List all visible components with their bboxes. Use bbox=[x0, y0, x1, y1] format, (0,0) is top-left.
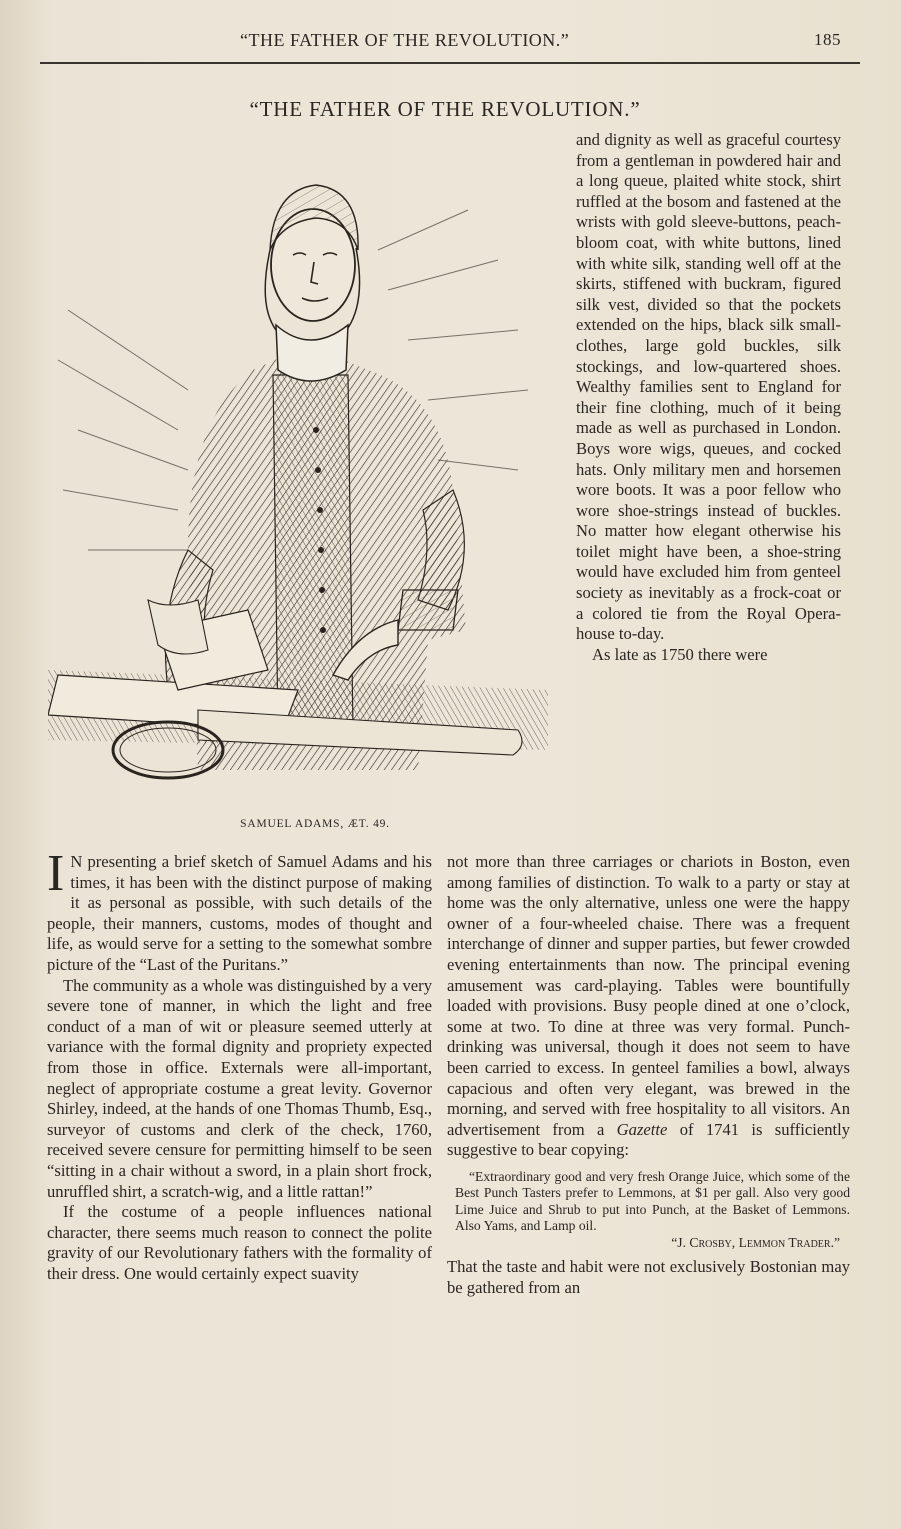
gazette-word: Gazette bbox=[616, 1119, 668, 1139]
paragraph-continuation: and dignity as well as graceful courtesy from a gentleman in powdered hair and a long queue, plaited white stock, shirt ruffled at the bosom and fastened at the wrists with gold sleeve-buttons, peach-bloom coat, with white buttons, lined with white silk, standing well off at the skirts, stiffened with buckram, figured silk vest, divided so that the pockets extended on the hips, black silk small-clothes, large gold buckles, silk stockings, and low-quartered shoes. Wealthy families sent to England for their fine clothing, much of it being made as well as purchased in London. Boys wore wigs, queues, and cocked hats. Only military men and horsemen wore boots. It was a poor fellow who wore shoe-strings instead of buckles. No matter how elegant otherwise his toilet might have been, a shoe-string would have excluded him from genteel society as inevitably as a frock-coat or a colored tie from the Royal Opera-house to-day. bbox=[576, 130, 841, 644]
running-head-title: “THE FATHER OF THE REVOLUTION.” bbox=[240, 30, 570, 50]
portrait-engraving bbox=[48, 130, 548, 810]
advertisement-quote bbox=[455, 1169, 850, 1252]
quote-text: “Extraordinary good and very fresh Orange Juice, which some of the Best Punch Tasters prefer to Lemmons, at $1 per gall. Also very good Lime Juice and Shrub to put into Punch, at the Basket of Lemmons. Also Yams, and Lamp oil. bbox=[455, 1168, 850, 1234]
paragraph-intro-text: N presenting a brief sketch of Samuel Adams and his times, it has been with the distinct purpose of making it as personal as possible, with such details of the people, their manners, customs, modes of thought and life, as would serve for a setting to the somewhat sombre picture of the “Last of the Puritans.” bbox=[47, 852, 432, 974]
right-column-bottom bbox=[447, 852, 850, 1299]
paragraph-intro bbox=[47, 845, 432, 976]
quote-signature: “J. Crosby, Lemmon Trader.” bbox=[671, 1234, 840, 1250]
paragraph-carriages bbox=[447, 852, 850, 1161]
paragraph-community: The community as a whole was distinguished by a very severe tone of manner, in which the light and free conduct of a man of wit or pleasure seemed utterly at variance with the formal dignity and propriety expected from those in office. Externals were all-important, neglect of appropriate costume a great levity. Governor Shirley, indeed, at the hands of one Thomas Thumb, Esq., surveyor of customs and clerk of the check, 1760, received severe censure for permitting himself to be seen “sitting in a chair without a sword, in a plain short frock, unruffled shirt, a scratch-wig, and a little rattan!” bbox=[47, 975, 432, 1201]
article-title: “THE FATHER OF THE REVOLUTION.” bbox=[249, 97, 641, 121]
left-column bbox=[47, 845, 432, 1284]
paragraph-carriages-end: of 1741 is sufficiently suggestive to bear copying: bbox=[447, 1119, 851, 1160]
page-number: 185 bbox=[814, 30, 841, 49]
drop-cap: I bbox=[47, 845, 65, 902]
paragraph-start: As late as 1750 there were bbox=[592, 644, 768, 664]
running-head bbox=[240, 30, 841, 58]
right-column-top bbox=[576, 130, 841, 665]
paragraph-costume: If the costume of a people influences national character, there seems much reason to connect the polite gravity of our Revolutionary fathers with the formality of their dress. One would certainly expect suavity bbox=[47, 1202, 432, 1283]
paragraph-carriages-text: not more than three carriages or chariots in Boston, even among families of distinction. To walk to a party or stay at home was the only alternative, unless one were the happy owner of a four-wheeled chaise. There was a frequent interchange of dinner and supper parties, but fewer crowded evening entertainments than now. The principal evening amusement was card-playing. Tables were bountifully loaded with provisions. Busy people dined at one o’clock, some at two. To dine at three was very formal. Punch-drinking was universal, though it does not seem to have been carried to excess. In genteel families a bowl, always capacious and often very elegant, was brewed in the morning, and served with free hospitality to all visitors. An advertisement from a bbox=[447, 852, 850, 1139]
portrait-caption: SAMUEL ADAMS, ÆT. 49. bbox=[240, 818, 390, 830]
header-rule bbox=[40, 62, 860, 64]
paragraph-taste: That the taste and habit were not exclusively Bostonian may be gathered from an bbox=[447, 1257, 850, 1297]
